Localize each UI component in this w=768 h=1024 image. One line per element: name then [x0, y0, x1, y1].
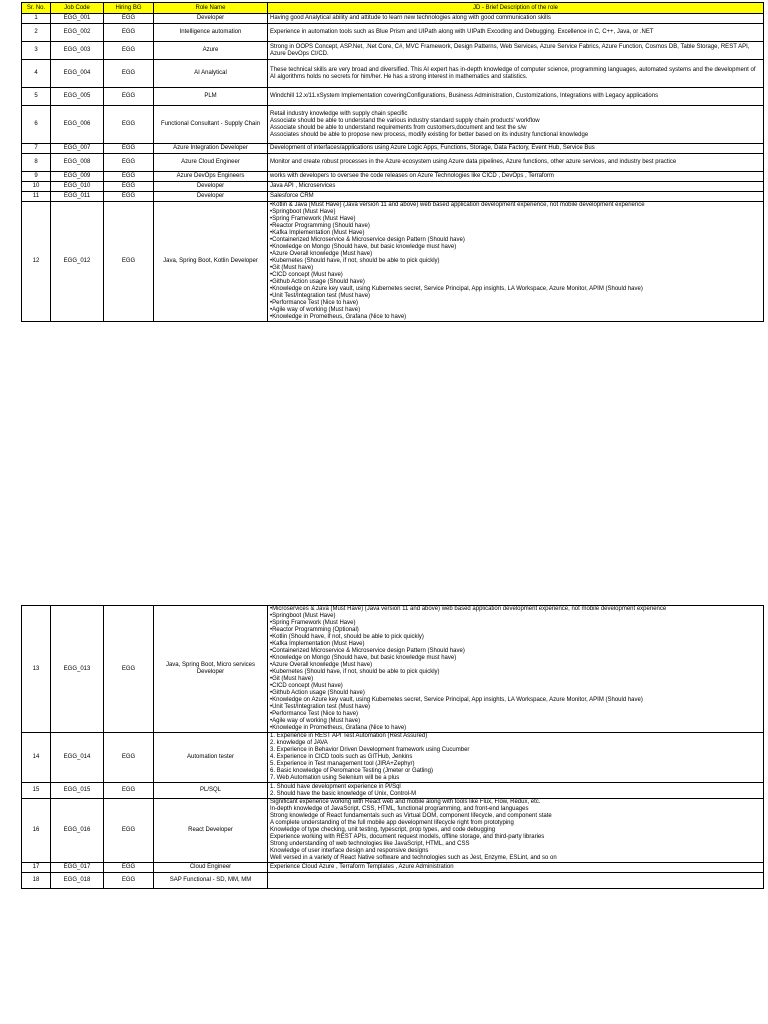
job-code-cell: EGG_005 [51, 88, 104, 106]
hiring-bg-cell: EGG [104, 873, 154, 889]
table-row [22, 154, 764, 172]
hiring-bg-cell: EGG [104, 172, 154, 182]
sr-no-cell: 6 [22, 106, 51, 144]
sr-no-cell: 14 [22, 733, 51, 783]
job-table-page-1 [21, 2, 764, 322]
description-cell: Salesforce CRM [268, 192, 764, 202]
table-row [22, 799, 764, 863]
description-cell: Monitor and create robust processes in the Azure ecosystem using Azure data pipelines, Azure functions, other azure services, and industry best practice [268, 154, 764, 172]
hiring-bg-cell: EGG [104, 144, 154, 154]
hiring-bg-cell: EGG [104, 60, 154, 88]
description-cell: 1. Experience in REST API Test Automation (Rest Assured) 2. knowledge of JAVA 3. Experience in Behavior Driven Development framework using Cucumber 4. Experience in CICD tools such as GITHub, Jenkins 5. Experience in Test management tool (JIRA+Zephyr) 6. Basic knowledge of Peromance Testing (Jmeter or Gatling) 7. Web Automation using Selenium will be a plus [268, 733, 764, 783]
table-row [22, 14, 764, 24]
table-row [22, 606, 764, 733]
role-name-cell: Azure Cloud Engineer [154, 154, 268, 172]
role-name-cell: Intelligence automation [154, 24, 268, 42]
description-cell: Java API , Microservices [268, 182, 764, 192]
sr-no-cell: 11 [22, 192, 51, 202]
sr-no-cell: 13 [22, 606, 51, 733]
hiring-bg-cell: EGG [104, 863, 154, 873]
role-name-cell: Azure DevOps Engineers [154, 172, 268, 182]
sr-no-cell: 7 [22, 144, 51, 154]
role-name-cell: Azure Integration Developer [154, 144, 268, 154]
description-cell: Retail industry knowledge with supply chain specific Associate should be able to understand the various industry standard supply chain products' workflow Associate should be able to understand requirements from customers,document and test the s/w Associates should be able to propose new process, modify existing for better based on its industry functional knowledge [268, 106, 764, 144]
table-row [22, 733, 764, 783]
job-code-cell: EGG_003 [51, 42, 104, 60]
sr-no-cell: 4 [22, 60, 51, 88]
hiring-bg-cell: EGG [104, 799, 154, 863]
job-table-page-2 [21, 605, 764, 889]
job-code-cell: EGG_010 [51, 182, 104, 192]
role-name-cell: Functional Consultant - Supply Chain [154, 106, 268, 144]
job-code-cell: EGG_009 [51, 172, 104, 182]
table-row [22, 202, 764, 322]
table-row [22, 88, 764, 106]
job-code-cell: EGG_017 [51, 863, 104, 873]
sr-no-cell: 12 [22, 202, 51, 322]
sr-no-cell: 5 [22, 88, 51, 106]
hiring-bg-cell: EGG [104, 42, 154, 60]
table-row [22, 42, 764, 60]
job-code-cell: EGG_013 [51, 606, 104, 733]
hiring-bg-cell: EGG [104, 606, 154, 733]
table-row [22, 783, 764, 799]
description-cell: Significant experience working with React web and mobile along with tools like Flux, Flow, Redux, etc. In-depth knowledge of JavaScript, CSS, HTML, functional programming, and front-end languages Strong knowledge of React fundamentals such as Virtual DOM, component lifecycle, and component state A complete understanding of the full mobile app development lifecycle right from prototyping Knowledge of type checking, unit testing, typescript, prop types, and code debugging Experience working with REST APIs, document request models, offline storage, and third-party libraries Strong understanding of web technologies like JavaScript, HTML, and CSS Knowledge of user interface design and responsive designs Well versed in a variety of React Native software and technologies such as Jest, Enzyme, ESLint, and so on [268, 799, 764, 863]
hiring-bg-cell: EGG [104, 154, 154, 172]
table-row [22, 60, 764, 88]
role-name-cell: SAP Functional - SD, MM, MM [154, 873, 268, 889]
hiring-bg-cell: EGG [104, 182, 154, 192]
description-cell: Strong in OOPS Concept, ASP.Net, .Net Core, C#, MVC Framework, Design Patterns, Web Services, Azure Service Fabrics, Azure Function, Cosmos DB, Table Storage, REST API, Azure DevOps CI/CD. [268, 42, 764, 60]
hiring-bg-cell: EGG [104, 106, 154, 144]
job-code-cell: EGG_011 [51, 192, 104, 202]
role-name-cell: PLM [154, 88, 268, 106]
role-name-cell: Java, Spring Boot, Kotlin Developer [154, 202, 268, 322]
description-cell: Experience in automation tools such as Blue Prism and UIPath along with UIPath Excoding and Debugging. Excellence in C, C++, Java, or .NET [268, 24, 764, 42]
sr-no-cell: 17 [22, 863, 51, 873]
table-row [22, 863, 764, 873]
description-cell: These technical skills are very broad and diversified. This AI expert has in-depth knowledge of computer science, programming languages, automated systems and the development of AI algorithms holds no secrets for him/her. He has a strong interest in mathematics and statistics. [268, 60, 764, 88]
header-sr-no: Sr. No. [22, 3, 51, 14]
job-code-cell: EGG_012 [51, 202, 104, 322]
header-role-name: Role Name [154, 3, 268, 14]
role-name-cell: React Developer [154, 799, 268, 863]
description-cell [268, 873, 764, 889]
hiring-bg-cell: EGG [104, 733, 154, 783]
description-cell: Experience Cloud Azure , Terraform Templates , Azure Administration [268, 863, 764, 873]
header-job-code: Job Code [51, 3, 104, 14]
role-name-cell: Developer [154, 14, 268, 24]
role-name-cell: Automation tester [154, 733, 268, 783]
job-code-cell: EGG_014 [51, 733, 104, 783]
sr-no-cell: 2 [22, 24, 51, 42]
description-cell: 1. Should have development experience in Pl/Sql 2. Should have the basic knowledge of Unix, Control-M [268, 783, 764, 799]
table-row [22, 192, 764, 202]
job-code-cell: EGG_006 [51, 106, 104, 144]
table-row [22, 873, 764, 889]
job-code-cell: EGG_004 [51, 60, 104, 88]
hiring-bg-cell: EGG [104, 24, 154, 42]
table-row [22, 144, 764, 154]
sr-no-cell: 1 [22, 14, 51, 24]
description-cell: •Microservices & Java (Must Have) (Java version 11 and above) web based application development experience, not mobile development experience •Springboot (Must Have) •Spring Framework (Must Have) •Reactor Programming (Optional) •Kotlin (Should have, if not, should be able to pick quickly) •Kafka Implementation (Must Have) •Containerized Microservice & Microservice design Pattern (Should have) •Knowledge on Mongo (Should have, but basic knowledge must have) •Azure Overall knowledge (Must have) •Kubernetes (Should have, if not, should be able to pick quickly) •Git (Must have) •CICD concept (Must have) •Github Action usage (Should have) •Knowledge on Azure key vault, using Kubernetes secret, Service Principal, App insights, LA Workspace, Azure Monitor, APIM (Should have) •Unit Test/Integration test (Must have) •Performance Test (Nice to have) •Agile way of working (Must have) •Knowledge in Prometheus, Grafana (Nice to have) [268, 606, 764, 733]
role-name-cell: Java, Spring Boot, Micro services Developer [154, 606, 268, 733]
role-name-cell: Azure [154, 42, 268, 60]
sr-no-cell: 3 [22, 42, 51, 60]
description-cell: Development of interfaces/applications using Azure Logic Apps, Functions, Storage, Data Factory, Event Hub, Service Bus [268, 144, 764, 154]
job-code-cell: EGG_018 [51, 873, 104, 889]
hiring-bg-cell: EGG [104, 88, 154, 106]
table-body [22, 14, 764, 322]
sr-no-cell: 8 [22, 154, 51, 172]
header-description: JD - Brief Description of the role [268, 3, 764, 14]
table-row [22, 24, 764, 42]
sr-no-cell: 15 [22, 783, 51, 799]
job-code-cell: EGG_015 [51, 783, 104, 799]
description-cell: Having good Analytical ability and attitude to learn new technologies along with good communication skills [268, 14, 764, 24]
sr-no-cell: 10 [22, 182, 51, 192]
job-code-cell: EGG_002 [51, 24, 104, 42]
description-cell: Windchill 12.x/11.xSystem Implementation coveringConfigurations, Business Administration, Customizations, Integrations with Legacy applications [268, 88, 764, 106]
job-code-cell: EGG_001 [51, 14, 104, 24]
hiring-bg-cell: EGG [104, 192, 154, 202]
header-row [22, 3, 764, 14]
table-body [22, 606, 764, 889]
job-code-cell: EGG_007 [51, 144, 104, 154]
table-row [22, 106, 764, 144]
role-name-cell: AI Analytical [154, 60, 268, 88]
job-code-cell: EGG_016 [51, 799, 104, 863]
description-cell: works with developers to oversee the code releases on Azure Technologies like CICD , DevOps , Terraform [268, 172, 764, 182]
description-cell: •Kotlin & Java (Must Have) (Java version 11 and above) web based application development experience, not mobile development experience •Springboot (Must Have) •Spring Framework (Must Have) •Reactor Programming (Should have) •Kafka Implementation (Must Have) •Containerized Microservice & Microservice design Pattern (Should have) •Knowledge on Mongo (Should have, but basic knowledge must have) •Azure Overall knowledge (Must have) •Kubernetes (Should have, if not, should be able to pick quickly) •Git (Must have) •CICD concept (Must have) •Github Action usage (Should have) •Knowledge on Azure key vault, using Kubernetes secret, Service Principal, App insights, LA Workspace, Azure Monitor, APIM (Should have) •Unit Test/Integration test (Must have) •Performance Test (Nice to have) •Agile way of working (Must have) •Knowledge in Prometheus, Grafana (Nice to have) [268, 202, 764, 322]
role-name-cell: Cloud Engineer [154, 863, 268, 873]
table-row [22, 172, 764, 182]
role-name-cell: Developer [154, 182, 268, 192]
job-code-cell: EGG_008 [51, 154, 104, 172]
hiring-bg-cell: EGG [104, 202, 154, 322]
table-row [22, 182, 764, 192]
hiring-bg-cell: EGG [104, 783, 154, 799]
sr-no-cell: 18 [22, 873, 51, 889]
header-hiring-bg: Hiring BG [104, 3, 154, 14]
role-name-cell: Developer [154, 192, 268, 202]
hiring-bg-cell: EGG [104, 14, 154, 24]
role-name-cell: PL/SQL [154, 783, 268, 799]
sr-no-cell: 9 [22, 172, 51, 182]
sr-no-cell: 16 [22, 799, 51, 863]
